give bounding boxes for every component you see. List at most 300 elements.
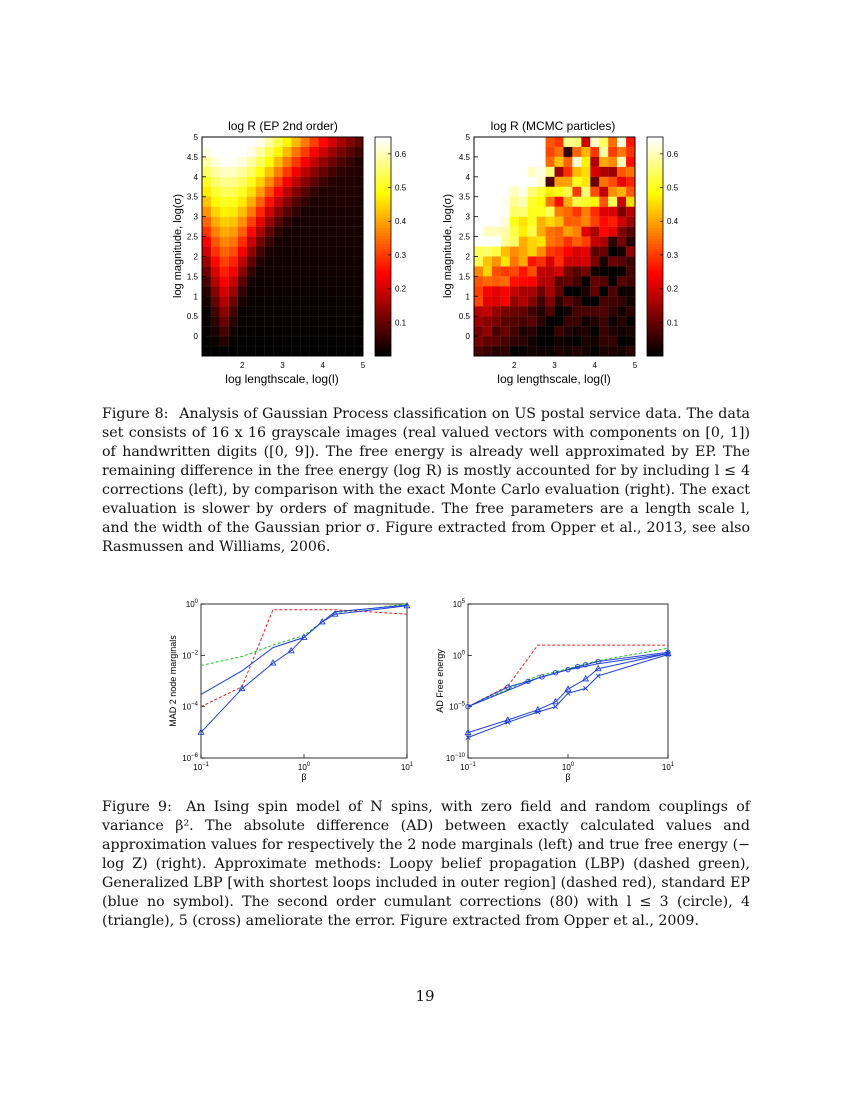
heatmap-cell (291, 346, 300, 356)
heatmap-cell (608, 207, 617, 217)
colorbar-step (647, 296, 663, 299)
colorbar-step (647, 279, 663, 282)
heatmap-cell (626, 207, 635, 217)
heatmap-cell (202, 197, 211, 207)
heatmap-cell (519, 167, 528, 177)
heatmap-cell (283, 346, 292, 356)
heatmap-cell (581, 326, 590, 336)
heatmap-cell (510, 177, 519, 187)
heatmap-cell (510, 217, 519, 227)
heatmap-cell (626, 157, 635, 167)
heatmap-cell (309, 296, 318, 306)
heatmap-cell (345, 306, 354, 316)
heatmap-cell (546, 237, 555, 247)
heatmap-cell (318, 147, 327, 157)
heatmap-cell (229, 227, 238, 237)
colorbar-tick-label: 0.1 (667, 318, 679, 328)
heatmap-cell (590, 227, 599, 237)
heatmap-cell (300, 316, 309, 326)
heatmap-cell (626, 266, 635, 276)
colorbar-step (375, 181, 391, 184)
heatmap-cell (626, 197, 635, 207)
heatmap-cell (256, 336, 265, 346)
heatmap-cell (572, 336, 581, 346)
heatmap-cell (483, 187, 492, 197)
heatmap-cell (327, 157, 336, 167)
heatmap-cell (283, 296, 292, 306)
tick-label: $10^{-1}$ (460, 762, 476, 772)
colorbar-step (647, 340, 663, 343)
heatmap-cell (265, 346, 274, 356)
heatmap-cell (238, 207, 247, 217)
heatmap-cell (599, 187, 608, 197)
heatmap-cell (300, 177, 309, 187)
colorbar-step (375, 189, 391, 192)
colorbar-step (647, 271, 663, 274)
heatmap-cell (492, 177, 501, 187)
heatmap-cell (492, 197, 501, 207)
colorbar-step (647, 216, 663, 219)
heatmap-cell (599, 237, 608, 247)
heatmap-cell (300, 256, 309, 266)
heatmap-cell (519, 316, 528, 326)
heatmap-cell (220, 237, 229, 247)
heatmap-cell (354, 177, 363, 187)
heatmap-cell (474, 147, 483, 157)
heatmap-cell (537, 256, 546, 266)
colorbar-step (647, 203, 663, 206)
heatmap-cell (291, 197, 300, 207)
heatmap-cell (354, 227, 363, 237)
heatmap-cell (581, 316, 590, 326)
heatmap-cell (581, 197, 590, 207)
heatmap-cell (563, 296, 572, 306)
heatmap-cell (211, 177, 220, 187)
colorbar-step (375, 274, 391, 277)
heatmap-cell (537, 306, 546, 316)
heatmap-cell (354, 167, 363, 177)
heatmap-cell (211, 157, 220, 167)
heatmap-cell (546, 306, 555, 316)
heatmap-cell (617, 177, 626, 187)
heatmap-cell (546, 187, 555, 197)
heatmap-cell (474, 326, 483, 336)
heatmap-cell (581, 266, 590, 276)
heatmap-cell (327, 167, 336, 177)
heatmap-cell (528, 207, 537, 217)
heatmap-cell (202, 217, 211, 227)
heatmap-cell (510, 336, 519, 346)
heatmap-cell (528, 157, 537, 167)
heatmap-right-title: log R (MCMC particles) (490, 119, 616, 133)
heatmap-cell (291, 207, 300, 217)
heatmap-cell (546, 147, 555, 157)
colorbar-step (375, 175, 391, 178)
heatmap-cell (345, 187, 354, 197)
heatmap-cell (510, 197, 519, 207)
heatmap-cell (265, 147, 274, 157)
heatmap-cell (563, 237, 572, 247)
heatmap-cell (265, 266, 274, 276)
heatmap-cell (483, 167, 492, 177)
heatmap-cell (327, 217, 336, 227)
heatmap-cell (291, 336, 300, 346)
heatmap-cell (537, 197, 546, 207)
colorbar-step (375, 170, 391, 173)
y-tick-label: 4.5 (186, 152, 198, 162)
colorbar-step (647, 148, 663, 151)
heatmap-cell (608, 266, 617, 276)
heatmap-cell (283, 227, 292, 237)
heatmap-cell (492, 227, 501, 237)
heatmap-cell (336, 296, 345, 306)
heatmap-cell (211, 227, 220, 237)
heatmap-cell (492, 286, 501, 296)
heatmap-cell (501, 217, 510, 227)
heatmap-cell (300, 157, 309, 167)
heatmap-cell (483, 177, 492, 187)
heatmap-cell (528, 137, 537, 147)
tick-label: $10^{-10}$ (445, 753, 465, 763)
heatmap-cell (300, 147, 309, 157)
heatmap-cell (590, 296, 599, 306)
heatmap-cell (572, 276, 581, 286)
heatmap-cell (599, 197, 608, 207)
figure-8 (0, 0, 850, 400)
heatmap-cell (474, 167, 483, 177)
colorbar-step (647, 197, 663, 200)
heatmap-cell (238, 147, 247, 157)
heatmap-cell (283, 286, 292, 296)
colorbar-step (647, 189, 663, 192)
colorbar-step (647, 241, 663, 244)
colorbar-step (375, 342, 391, 345)
heatmap-cell (354, 286, 363, 296)
heatmap-cell (256, 286, 265, 296)
colorbar-step (375, 222, 391, 225)
x-tick-label: 5 (360, 361, 366, 370)
colorbar-step (375, 208, 391, 211)
heatmap-cell (626, 217, 635, 227)
heatmap-cell (626, 326, 635, 336)
heatmap-cell (229, 247, 238, 257)
heatmap-cell (291, 157, 300, 167)
heatmap-cell (274, 247, 283, 257)
heatmap-cell (599, 247, 608, 257)
heatmap-cell (474, 177, 483, 187)
heatmap-cell (474, 217, 483, 227)
heatmap-cell (327, 266, 336, 276)
heatmap-cell (300, 217, 309, 227)
heatmap-cell (492, 217, 501, 227)
heatmap-cell (608, 227, 617, 237)
heatmap-cell (247, 217, 256, 227)
page-number: 19 (415, 987, 435, 1005)
heatmap-cell (202, 276, 211, 286)
heatmap-left-xlabel: log lengthscale, log(l) (225, 372, 339, 386)
heatmap-cell (318, 296, 327, 306)
colorbar-step (647, 159, 663, 162)
heatmap-cell (327, 306, 336, 316)
heatmap-cell (229, 207, 238, 217)
heatmap-cell (483, 147, 492, 157)
heatmap-cell (501, 266, 510, 276)
heatmap-cell (537, 217, 546, 227)
colorbar-step (647, 348, 663, 351)
colorbar-step (647, 288, 663, 291)
colorbar-step (647, 142, 663, 145)
heatmap-cell (354, 147, 363, 157)
heatmap-cell (309, 197, 318, 207)
heatmap-cell (501, 316, 510, 326)
colorbar-step (375, 159, 391, 162)
heatmap-cell (211, 256, 220, 266)
heatmap-cell (590, 306, 599, 316)
colorbar-step (375, 233, 391, 236)
heatmap-cell (274, 137, 283, 147)
heatmap-cell (474, 187, 483, 197)
heatmap-cell (283, 326, 292, 336)
heatmap-cell (274, 316, 283, 326)
heatmap-cell (572, 197, 581, 207)
heatmap-cell (229, 336, 238, 346)
heatmap-cell (309, 147, 318, 157)
heatmap-cell (555, 276, 564, 286)
heatmap-cell (492, 147, 501, 157)
heatmap-cell (581, 227, 590, 237)
heatmap-cell (528, 177, 537, 187)
x-tick-label: 2 (512, 361, 517, 370)
heatmap-cell (581, 157, 590, 167)
heatmap-cell (563, 177, 572, 187)
heatmap-cell (572, 157, 581, 167)
heatmap-cell (483, 256, 492, 266)
colorbar-step (647, 326, 663, 329)
heatmap-cell (537, 316, 546, 326)
heatmap-cell (474, 247, 483, 257)
heatmap-cell (336, 217, 345, 227)
colorbar-step (375, 173, 391, 176)
heatmap-cell (283, 276, 292, 286)
heatmap-cell (336, 147, 345, 157)
heatmap-cell (318, 316, 327, 326)
heatmap-cell (626, 306, 635, 316)
heatmap-cell (265, 187, 274, 197)
colorbar-tick-label: 0.2 (395, 284, 407, 294)
heatmap-cell (238, 276, 247, 286)
heatmap-cell (590, 217, 599, 227)
heatmap-cell (327, 316, 336, 326)
heatmap-cell (354, 217, 363, 227)
heatmap-cell (546, 346, 555, 356)
colorbar-step (647, 285, 663, 288)
heatmap-cell (617, 137, 626, 147)
heatmap-cell (300, 326, 309, 336)
heatmap-cell (555, 187, 564, 197)
heatmap-cell (256, 256, 265, 266)
heatmap-cell (318, 256, 327, 266)
colorbar-step (647, 151, 663, 154)
heatmap-cell (555, 336, 564, 346)
heatmap-cell (220, 336, 229, 346)
heatmap-cell (519, 286, 528, 296)
heatmap-cell (318, 217, 327, 227)
heatmap-cell (345, 237, 354, 247)
heatmap-cell (265, 137, 274, 147)
heatmap-cell (501, 286, 510, 296)
heatmap-cell (274, 286, 283, 296)
y-tick-label: 0 (193, 332, 198, 342)
colorbar-step (647, 329, 663, 332)
heatmap-cell (309, 276, 318, 286)
heatmap-cell (220, 137, 229, 147)
heatmap-cell (510, 137, 519, 147)
heatmap-cell (291, 256, 300, 266)
heatmap-cell (528, 266, 537, 276)
heatmap-cell (256, 326, 265, 336)
heatmap-cell (608, 237, 617, 247)
heatmap-cell (238, 137, 247, 147)
plot-frame (201, 604, 407, 758)
heatmap-cell (599, 157, 608, 167)
y-tick-label: 3.5 (186, 192, 198, 202)
colorbar-step (375, 227, 391, 230)
heatmap-cell (510, 296, 519, 306)
heatmap-cell (563, 227, 572, 237)
heatmap-cell (546, 177, 555, 187)
heatmap-cell (345, 157, 354, 167)
colorbar-step (375, 340, 391, 343)
heatmap-cell (238, 316, 247, 326)
heatmap-cell (274, 237, 283, 247)
heatmap-cell (555, 197, 564, 207)
heatmap-cell (300, 346, 309, 356)
tick-label: $10^0$ (297, 762, 311, 772)
x-tick-label: 3 (552, 361, 557, 370)
heatmap-cell (519, 296, 528, 306)
heatmap-cell (626, 316, 635, 326)
colorbar-step (375, 345, 391, 348)
heatmap-cell (327, 326, 336, 336)
heatmap-cell (300, 207, 309, 217)
heatmap-cell (274, 197, 283, 207)
heatmap-cell (563, 187, 572, 197)
heatmap-cell (617, 296, 626, 306)
heatmap-cell (220, 276, 229, 286)
heatmap-cell (300, 247, 309, 257)
heatmap-cell (354, 256, 363, 266)
heatmap-cell (202, 177, 211, 187)
colorbar-step (647, 293, 663, 296)
colorbar-step (375, 167, 391, 170)
tick-label: $10^{-1}$ (193, 762, 209, 772)
figure-8-label: Figure 8: (102, 406, 169, 422)
heatmap-cell (599, 316, 608, 326)
heatmap-cell (519, 276, 528, 286)
tick-label: $10^1$ (400, 762, 414, 772)
heatmap-cell (563, 207, 572, 217)
heatmap-cell (519, 207, 528, 217)
heatmap-cell (229, 306, 238, 316)
heatmap-cell (617, 336, 626, 346)
heatmap-cell (345, 346, 354, 356)
heatmap-cell (546, 266, 555, 276)
heatmap-cell (318, 237, 327, 247)
heatmap-cell (599, 137, 608, 147)
y-tick-label: 0 (465, 332, 470, 342)
heatmap-cell (572, 167, 581, 177)
heatmap-cell (336, 266, 345, 276)
colorbar-step (647, 351, 663, 354)
heatmap-cell (572, 266, 581, 276)
x-tick-label: 4 (320, 361, 325, 370)
heatmap-cell (599, 306, 608, 316)
heatmap-cell (626, 296, 635, 306)
heatmap-cell (528, 227, 537, 237)
heatmap-cell (555, 346, 564, 356)
heatmap-cell (528, 296, 537, 306)
heatmap-cell (572, 227, 581, 237)
heatmap-cell (211, 207, 220, 217)
heatmap-cell (354, 237, 363, 247)
heatmap-cell (211, 137, 220, 147)
heatmap-cell (300, 286, 309, 296)
heatmap-cell (354, 197, 363, 207)
heatmap-cell (327, 187, 336, 197)
heatmap-cell (327, 177, 336, 187)
heatmap-cell (555, 217, 564, 227)
heatmap-cell (626, 237, 635, 247)
colorbar-step (375, 337, 391, 340)
heatmap-cell (563, 306, 572, 316)
heatmap-cell (528, 167, 537, 177)
heatmap-cell (599, 286, 608, 296)
heatmap-cell (590, 137, 599, 147)
heatmap-left (172, 119, 407, 386)
heatmap-cell (256, 247, 265, 257)
heatmap-cell (309, 177, 318, 187)
heatmap-cell (256, 137, 265, 147)
heatmap-cell (354, 316, 363, 326)
colorbar-step (647, 337, 663, 340)
heatmap-cell (501, 197, 510, 207)
heatmap-cell (354, 247, 363, 257)
heatmap-cell (345, 247, 354, 257)
heatmap-cell (229, 177, 238, 187)
heatmap-cell (501, 306, 510, 316)
heatmap-cell (220, 286, 229, 296)
y-tick-label: 1 (193, 292, 198, 302)
colorbar-step (647, 318, 663, 321)
heatmap-cell (501, 346, 510, 356)
heatmap-cell (202, 306, 211, 316)
heatmap-cell (563, 217, 572, 227)
heatmap-cell (474, 306, 483, 316)
heatmap-cell (291, 177, 300, 187)
heatmap-cell (501, 147, 510, 157)
colorbar-step (647, 247, 663, 250)
heatmap-cell (555, 207, 564, 217)
heatmap-cell (247, 266, 256, 276)
heatmap-cell (483, 157, 492, 167)
heatmap-cell (617, 207, 626, 217)
heatmap-cell (238, 177, 247, 187)
heatmap-cell (247, 316, 256, 326)
heatmap-cell (617, 346, 626, 356)
heatmap-cell (528, 336, 537, 346)
heatmap-cell (283, 217, 292, 227)
colorbar-tick-label: 0.5 (395, 183, 407, 193)
